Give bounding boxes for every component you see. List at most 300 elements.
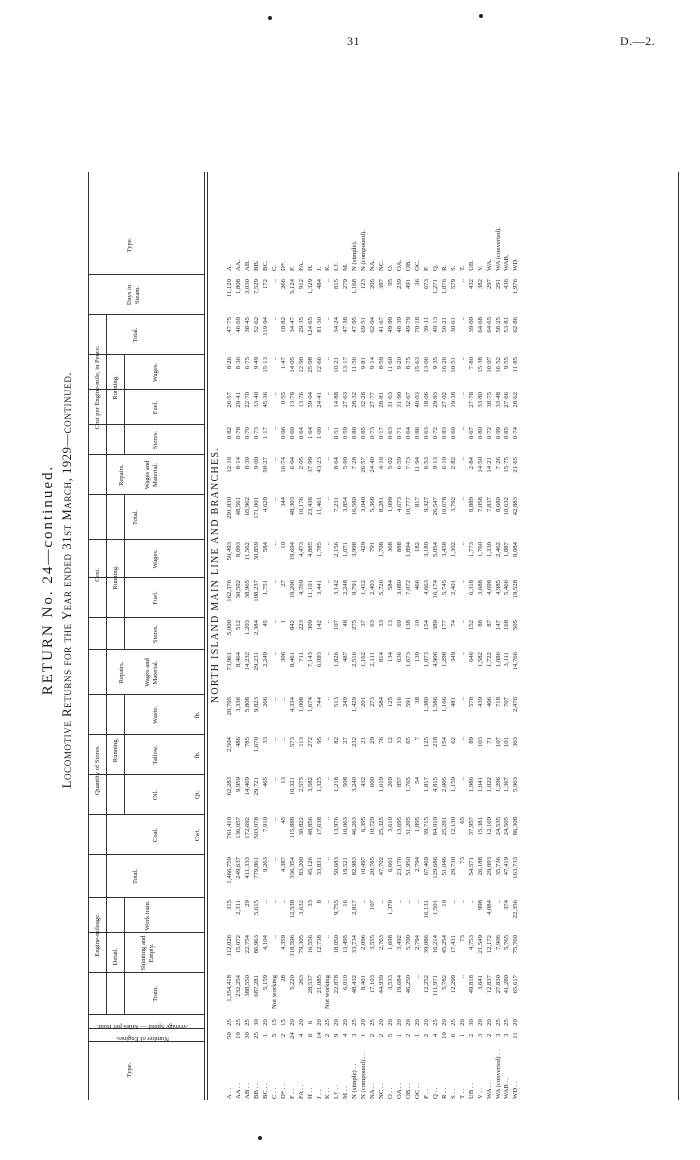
table-cell: 2·05 <box>297 457 305 470</box>
table-cell: 10 <box>440 1032 448 1039</box>
table-cell: 1,041 <box>476 777 484 793</box>
table-cell: 22,754 <box>243 935 251 954</box>
table-cell: 3,458 <box>440 542 448 558</box>
table-cell: 45 <box>261 620 269 627</box>
table-cell: 10 <box>279 542 287 549</box>
table-cell: 40·03 <box>413 392 421 408</box>
table-cell: 411,333 <box>243 857 251 879</box>
table-cell: .. <box>261 900 269 904</box>
table-cell: .. <box>458 497 466 501</box>
table-cell: 19,694 <box>288 542 296 561</box>
table-cell: 2,504 <box>226 737 233 753</box>
table-cell: 25,325 <box>378 817 386 836</box>
table-cell: 25 <box>243 1019 251 1026</box>
table-cell: 20 <box>378 1019 386 1026</box>
table-cell: .. <box>270 392 278 396</box>
table-cell: P . . <box>422 1088 430 1099</box>
table-cell: V. <box>476 265 484 271</box>
table-row <box>271 50 280 1100</box>
table-cell: 49,818 <box>467 975 475 994</box>
table-cell: 16,214 <box>431 935 439 954</box>
table-cell: 6 <box>306 1020 314 1025</box>
table-cell: 65 <box>405 737 412 744</box>
table-cell: 998 <box>476 900 484 911</box>
table-cell: 8·14 <box>234 457 242 470</box>
table-cell: 21,085 <box>315 975 323 994</box>
table-cell: .. <box>324 457 332 461</box>
table-cell: 3,610 <box>387 817 395 833</box>
rule-line <box>124 355 125 455</box>
table-cell: 1 <box>360 1033 368 1038</box>
table-cell: 26·57 <box>360 457 368 473</box>
table-cell: .. <box>458 975 466 979</box>
table-cell: 1 <box>458 1033 466 1038</box>
table-cell: 20 <box>512 1019 520 1026</box>
table-cell: .. <box>270 542 278 546</box>
table-cell: 37,957 <box>467 817 475 836</box>
table-cell: H. <box>306 264 314 271</box>
table-cell: D*. <box>279 261 287 271</box>
table-row <box>342 50 351 1100</box>
table-cell: 1,698 <box>387 935 395 951</box>
table-cell: 1,071 <box>342 542 350 558</box>
table-cell: 429 <box>360 542 368 553</box>
table-cell: 3,030 <box>243 279 251 295</box>
table-cell: 249 <box>342 697 350 708</box>
table-cell: 5,000 <box>226 620 233 636</box>
table-cell: 17,638 <box>315 817 323 836</box>
table-cell: 4,985 <box>494 580 502 596</box>
table-cell: 0·64 <box>405 427 412 440</box>
table-cell: .. <box>324 900 332 904</box>
table-cell: .. <box>458 580 466 584</box>
table-cell: 269 <box>387 777 395 788</box>
table-cell: 0·72 <box>431 427 439 440</box>
table-cell: .. <box>467 900 475 904</box>
table-cell: WA (converted) . . <box>494 1049 502 1099</box>
table-cell: 4 <box>342 1033 350 1038</box>
table-cell: 62,283 <box>226 777 233 796</box>
table-cell: 389 <box>431 620 439 631</box>
table-cell: 785 <box>243 737 251 748</box>
table-cell: .. <box>413 900 421 904</box>
table-cell: 27·66 <box>503 392 511 408</box>
table-cell: 3,998 <box>351 542 359 558</box>
header-detail: Detail. <box>112 947 119 966</box>
table-cell: 44,939 <box>378 975 386 994</box>
table-cell: 1,380 <box>422 697 430 713</box>
table-cell: 22,356 <box>512 900 520 919</box>
table-cell: 513 <box>333 697 341 708</box>
table-cell: 2,403 <box>369 580 377 596</box>
table-cell: 12,837 <box>485 975 493 994</box>
table-cell: 573 <box>288 737 296 748</box>
table-cell: .. <box>449 900 457 904</box>
table-cell: 16,580 <box>351 497 359 516</box>
table-cell: 0·64 <box>297 427 305 440</box>
table-cell: L† . . <box>333 1084 341 1099</box>
table-cell: 13·17 <box>342 357 350 373</box>
table-cell: 636 <box>396 652 404 663</box>
table-cell: K . . <box>324 1087 332 1099</box>
table-cell: 6 <box>306 1033 314 1038</box>
table-cell: 14·88 <box>333 392 341 408</box>
header-number: Number of Engines. <box>115 1035 169 1042</box>
table-cell: 28·81 <box>378 392 386 408</box>
table-cell: 1,674 <box>306 697 314 713</box>
table-cell: 0·99 <box>494 427 502 440</box>
table-cell: 315 <box>226 900 233 911</box>
table-cell: WD. <box>512 258 520 271</box>
table-cell: K. <box>324 264 332 271</box>
table-cell: 152 <box>467 620 475 631</box>
table-cell: 9,791 <box>351 580 359 596</box>
table-cell: 1,582 <box>476 652 484 668</box>
table-cell: 29 <box>369 737 377 744</box>
table-cell: .. <box>270 357 278 361</box>
table-cell: 34·24 <box>333 317 341 333</box>
table-cell: 646 <box>467 652 475 663</box>
table-cell: 50 <box>226 1032 233 1039</box>
table-row <box>280 50 289 1100</box>
table-cell: 49·99 <box>387 317 395 333</box>
table-cell: 318,596 <box>288 935 296 957</box>
header-stores-cost: Stores. <box>152 624 159 644</box>
table-cell: WA. <box>485 258 493 271</box>
table-cell: .. <box>270 857 278 861</box>
table-cell: 8,464 <box>234 652 242 668</box>
table-cell: 1,670 <box>252 737 260 753</box>
header-speed: Average Speed — Miles per Hour. <box>96 1023 188 1030</box>
table-cell: 7,910 <box>261 817 269 833</box>
table-cell: .. <box>270 620 278 624</box>
table-row <box>262 50 271 1100</box>
table-cell: .. <box>458 357 466 361</box>
table-cell: 388,550 <box>243 975 251 997</box>
table-cell: WA . . <box>485 1082 493 1099</box>
table-cell: 33·48 <box>494 392 502 408</box>
table-cell: 1,330 <box>485 542 493 558</box>
header-wages-material-pence: Wages and Material. <box>144 460 159 490</box>
table-cell: 6·75 <box>243 357 251 370</box>
table-cell: 1,073 <box>422 652 430 668</box>
table-cell: 30 <box>252 1019 260 1026</box>
table-cell: 888 <box>396 542 404 553</box>
table-cell: 53·81 <box>503 317 511 333</box>
header-train: Train. <box>152 986 159 1002</box>
table-cell: 272 <box>306 737 314 748</box>
table-cell: .. <box>324 580 332 584</box>
table-cell: 25 <box>351 1019 359 1026</box>
table-cell: 6,601 <box>387 857 395 873</box>
table-row <box>253 50 262 1100</box>
table-cell: 1,760 <box>476 542 484 558</box>
table-cell: 4,104 <box>261 935 269 951</box>
table-cell: 28,537 <box>306 975 314 994</box>
table-cell: 2,476 <box>512 697 520 713</box>
table-cell: 86,308 <box>512 817 520 836</box>
header-running-pence: Running. <box>112 375 119 400</box>
table-cell: 45 <box>279 817 287 824</box>
table-cell: 15 <box>279 1019 287 1026</box>
table-cell: 29·93 <box>431 392 439 408</box>
table-cell: 12 <box>387 737 395 744</box>
table-cell: H . . <box>306 1087 314 1099</box>
table-row <box>414 50 423 1100</box>
table-cell: 154 <box>422 620 430 631</box>
table-cell: UB . . <box>467 1083 475 1099</box>
table-cell: AA. <box>234 259 242 271</box>
table-cell: 584 <box>378 697 386 708</box>
table-cell: 10·51 <box>449 357 457 373</box>
table-cell: 505 <box>512 620 520 631</box>
table-cell: .. <box>279 737 287 741</box>
table-cell: 3,555 <box>369 935 377 951</box>
table-cell: 113 <box>297 737 305 747</box>
table-cell: 842 <box>288 620 296 631</box>
table-cell: 1,708 <box>378 542 386 558</box>
table-cell: .. <box>405 900 412 904</box>
table-cell: 512 <box>234 620 242 631</box>
table-cell: 275 <box>351 620 359 631</box>
table-cell: 14,469 <box>243 777 251 796</box>
table-cell: 3,688 <box>476 580 484 596</box>
table-cell: 25 <box>324 1019 332 1026</box>
table-cell: 16·74 <box>279 457 287 473</box>
table-cell: 1,296 <box>494 777 502 793</box>
table-cell: 491 <box>405 279 412 290</box>
table-cell: 12,738 <box>315 935 323 954</box>
table-cell: 20 <box>422 1019 430 1026</box>
table-cell: 10,176 <box>297 497 305 516</box>
table-cell: 49·79 <box>405 317 412 333</box>
table-cell: 266 <box>261 697 269 708</box>
table-cell: 83,200 <box>297 857 305 876</box>
table-cell: 22·70 <box>243 392 251 408</box>
table-cell: 2,311 <box>234 900 242 915</box>
table-cell: 45,254 <box>440 935 448 954</box>
table-cell: 5,054 <box>431 542 439 558</box>
table-cell: 1,619 <box>378 777 386 793</box>
table-cell: 0·55 <box>279 392 287 405</box>
table-cell: 2·84 <box>467 457 475 470</box>
table-cell: 13 <box>279 777 287 784</box>
table-cell: .. <box>279 697 287 701</box>
table-cell: 24,535 <box>494 817 502 836</box>
table-cell: 2 <box>324 1033 332 1038</box>
table-cell: 2 <box>279 1033 287 1038</box>
table-cell: NC. <box>378 260 386 271</box>
table-cell: 20 <box>413 1019 421 1026</box>
table-cell: 1 <box>261 1033 269 1038</box>
table-cell: 27·02 <box>440 392 448 408</box>
table-cell: 29,721 <box>252 777 260 796</box>
table-cell: D* . . <box>279 1084 287 1099</box>
table-cell: 38 <box>413 697 421 704</box>
table-cell: 138 <box>405 620 412 631</box>
table-cell: 5,220 <box>288 975 296 991</box>
table-cell: 3,632 <box>297 900 305 916</box>
table-cell: 16 <box>342 900 350 907</box>
table-cell: 11 <box>512 1032 520 1039</box>
table-cell: .. <box>324 427 332 431</box>
table-cell: 487 <box>342 652 350 663</box>
rule-line <box>106 315 107 495</box>
table-cell: P. <box>422 266 430 271</box>
table-cell: 4,673 <box>396 497 404 513</box>
table-cell: 9·81 <box>360 357 368 370</box>
table-cell: 12·90 <box>297 357 305 373</box>
table-cell: 336,354 <box>288 857 296 879</box>
table-cell: 10,777 <box>405 497 412 516</box>
table-cell: 4 <box>431 1033 439 1038</box>
table-cell: .. <box>270 900 278 904</box>
table-row <box>324 50 333 1100</box>
table-cell: 4,815 <box>431 777 439 793</box>
table-cell: .. <box>458 777 466 781</box>
table-cell: 344 <box>279 497 287 508</box>
table-cell: 4,359 <box>279 935 287 951</box>
table-cell: 0·80 <box>476 427 484 440</box>
table-row <box>432 50 441 1100</box>
header-work: Work train. <box>144 900 151 931</box>
table-cell: 2 <box>405 1033 412 1038</box>
table-cell: R. <box>440 264 448 271</box>
header-fuel-pence: Fuel. <box>152 400 159 415</box>
table-cell: 64·68 <box>476 317 484 333</box>
table-cell: 119·94 <box>261 317 269 336</box>
table-cell: 9 <box>333 1033 341 1038</box>
table-cell: .. <box>324 497 332 501</box>
table-cell: 0·85 <box>503 427 511 440</box>
table-cell: .. <box>458 457 466 461</box>
table-cell: 0·73 <box>252 427 260 440</box>
table-cell: OB . . <box>405 1083 412 1099</box>
table-cell: 47·75 <box>226 317 233 333</box>
table-cell: N (compound) . . <box>360 1053 368 1099</box>
table-cell: 20 <box>396 1019 404 1026</box>
table-cell: 48,956 <box>306 817 314 836</box>
table-cell: 368 <box>387 542 395 553</box>
table-cell: 1,785 <box>315 542 323 558</box>
table-cell: 13·76 <box>297 392 305 408</box>
table-cell: 5,765 <box>503 935 511 951</box>
table-cell: 1,354,418 <box>226 975 233 1002</box>
table-cell: 432 <box>467 279 475 290</box>
table-cell: 7,837 <box>485 497 493 513</box>
table-cell: 1,022 <box>485 777 493 793</box>
table-cell: 30,859 <box>252 542 260 561</box>
table-cell: 0·17 <box>378 427 386 440</box>
table-cell: 24·40 <box>369 457 377 473</box>
table-cell: 147 <box>494 620 502 631</box>
table-cell: 24 <box>288 1032 296 1039</box>
table-cell: 779,861 <box>252 857 260 879</box>
table-cell: 12·66 <box>315 357 323 373</box>
table-cell: 125 <box>422 737 430 748</box>
table-cell: 2·82 <box>449 457 457 470</box>
rule-line <box>124 898 125 1015</box>
table-cell: 54,571 <box>467 857 475 876</box>
table-cell: 6,318 <box>467 580 475 596</box>
table-cell: M . . <box>342 1086 350 1099</box>
header-wages: Wages. <box>152 549 159 569</box>
table-cell: 0·06 <box>279 427 287 440</box>
table-cell: 711 <box>297 652 305 662</box>
unit-tallow: lb. <box>194 751 201 759</box>
table-cell: 21·65 <box>512 457 520 473</box>
table-cell: 263 <box>297 975 305 986</box>
table-cell: 8,889 <box>467 497 475 513</box>
table-cell: 309 <box>306 620 314 631</box>
table-cell: 1,367 <box>503 777 511 793</box>
table-cell: 349 <box>449 652 457 663</box>
table-cell: 2,384 <box>252 620 260 636</box>
table-cell: 28·62 <box>512 392 520 408</box>
table-cell: L†. <box>333 261 341 271</box>
table-cell: 817 <box>413 497 421 508</box>
table-cell: 20 <box>360 1019 368 1026</box>
table-cell: T . . <box>458 1088 466 1099</box>
table-cell: 14,766 <box>512 652 520 671</box>
table-cell: 24·41 <box>315 392 323 408</box>
rule-line <box>207 172 208 1100</box>
table-cell: 11·60 <box>387 357 395 373</box>
header-wages-material: Wages and Material. <box>144 658 159 687</box>
table-cell: 591 <box>405 697 412 708</box>
table-row <box>226 50 235 1100</box>
table-cell: Q. <box>431 264 439 271</box>
table-cell: Q . . <box>431 1087 439 1099</box>
table-cell: NA . . <box>369 1083 377 1099</box>
table-cell: 1,887 <box>503 542 511 558</box>
table-cell: 36 <box>413 279 421 286</box>
table-cell: 39,086 <box>422 935 430 954</box>
table-cell: 19,521 <box>342 857 350 876</box>
table-cell: 1,976 <box>512 279 520 295</box>
table-cell: 218 <box>431 737 439 748</box>
table-cell: 16·52 <box>494 357 502 373</box>
table-cell: 8,093 <box>234 542 242 558</box>
header-repairs: Repairs. <box>118 661 125 684</box>
table-cell: 50,683 <box>333 857 341 876</box>
table-cell: 47,419 <box>503 857 511 876</box>
table-cell: 71 <box>485 737 493 744</box>
table-row <box>235 50 244 1100</box>
table-cell: 12,538 <box>288 900 296 919</box>
table-cell: 25 <box>234 1019 242 1026</box>
table-cell: 30 <box>243 1032 251 1039</box>
table-cell: 2 <box>378 1033 386 1038</box>
table-cell: 27·78 <box>467 392 475 408</box>
table-cell: 29 <box>243 900 251 907</box>
rule-line <box>106 855 107 1015</box>
table-cell: 2,462 <box>494 542 502 558</box>
table-cell: 306 <box>279 652 287 663</box>
table-cell: 25 <box>369 1019 377 1026</box>
table-cell: 11,562 <box>243 542 251 561</box>
table-cell: 578 <box>467 697 475 708</box>
table-cell: 1,162 <box>360 652 368 668</box>
table-cell: 5,745 <box>440 580 448 596</box>
table-cell: 579 <box>449 279 457 290</box>
table-cell: 142 <box>315 620 323 631</box>
table-cell: 29,093 <box>485 857 493 876</box>
table-cell: 14 <box>315 1032 323 1039</box>
table-cell: 10,497 <box>360 857 368 876</box>
table-cell: 87 <box>485 620 493 627</box>
table-cell: 1 <box>396 1033 404 1038</box>
